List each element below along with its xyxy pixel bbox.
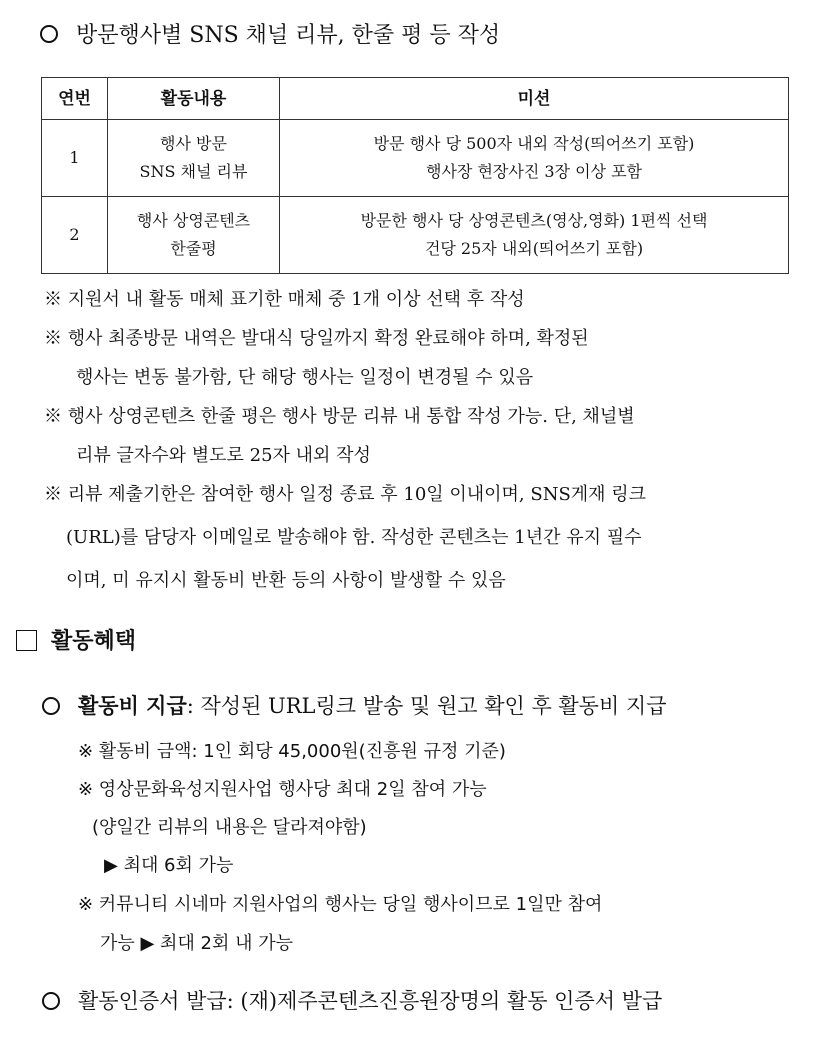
benefit-note: ※ 커뮤니티 시네마 지원사업의 행사는 당일 행사이므로 1일만 참여: [78, 894, 603, 915]
row-no: 1: [42, 120, 108, 197]
row-no: 2: [42, 197, 108, 274]
checkbox-square-icon: [16, 630, 37, 651]
benefit-note: 가능 ▶ 최대 2회 내 가능: [100, 933, 294, 954]
circle-bullet-icon: [42, 697, 60, 715]
row-mission: 방문 행사 당 500자 내외 작성(띄어쓰기 포함) 행사장 현장사진 3장 이상 포함: [280, 120, 789, 197]
note-line: 이며, 미 유지시 활동비 반환 등의 사항이 발생할 수 있음: [66, 570, 506, 591]
benefit-note: ※ 영상문화육성지원사업 행사당 최대 2일 참여 가능: [78, 779, 487, 800]
benefit-note: ▶ 최대 6회 가능: [104, 855, 234, 876]
header-mission: 미션: [280, 78, 789, 120]
note-line: ※ 행사 상영콘텐츠 한줄 평은 행사 방문 리뷰 내 통합 작성 가능. 단, 채널별: [44, 406, 635, 427]
row-mission: 방문한 행사 당 상영콘텐츠(영상,영화) 1편씩 선택 건당 25자 내외(띄어쓰기 포함): [280, 197, 789, 274]
mission-table: [41, 77, 789, 274]
benefit-note: (양일간 리뷰의 내용은 달라져야함): [92, 817, 367, 838]
section-heading-review: 방문행사별 SNS 채널 리뷰, 한줄 평 등 작성: [40, 18, 500, 49]
section-heading-benefits: 활동혜택: [16, 624, 136, 655]
header-activity: 활동내용: [108, 78, 280, 120]
table-row: [42, 120, 789, 197]
benefit-activity-fee: [42, 690, 667, 720]
header-no: 연번: [42, 78, 108, 120]
circle-bullet-icon: [42, 992, 60, 1010]
circle-bullet-icon: [40, 25, 58, 43]
note-line: 리뷰 글자수와 별도로 25자 내외 작성: [76, 445, 371, 466]
note-line: (URL)를 담당자 이메일로 발송해야 함. 작성한 콘텐츠는 1년간 유지 필수: [66, 527, 642, 548]
note-line: ※ 지원서 내 활동 매체 표기한 매체 중 1개 이상 선택 후 작성: [44, 289, 525, 310]
note-line: 행사는 변동 불가함, 단 해당 행사는 일정이 변경될 수 있음: [76, 367, 534, 388]
note-line: ※ 리뷰 제출기한은 참여한 행사 일정 종료 후 10일 이내이며, SNS게재 링크: [44, 484, 647, 505]
benefit-desc: : 작성된 URL링크 발송 및 원고 확인 후 활동비 지급: [186, 694, 667, 718]
row-activity: 행사 방문 SNS 채널 리뷰: [108, 120, 280, 197]
note-line: ※ 행사 최종방문 내역은 발대식 당일까지 확정 완료해야 하며, 확정된: [44, 328, 589, 349]
benefit-certificate: 활동인증서 발급: (재)제주콘텐츠진흥원장명의 활동 인증서 발급: [42, 985, 662, 1015]
benefit-note: ※ 활동비 금액: 1인 회당 45,000원(진흥원 규정 기준): [78, 741, 506, 762]
table-row: [42, 197, 789, 274]
row-activity: 행사 상영콘텐츠 한줄평: [108, 197, 280, 274]
table-header-row: [42, 78, 789, 120]
benefit-title: 활동비 지급: [78, 694, 187, 718]
